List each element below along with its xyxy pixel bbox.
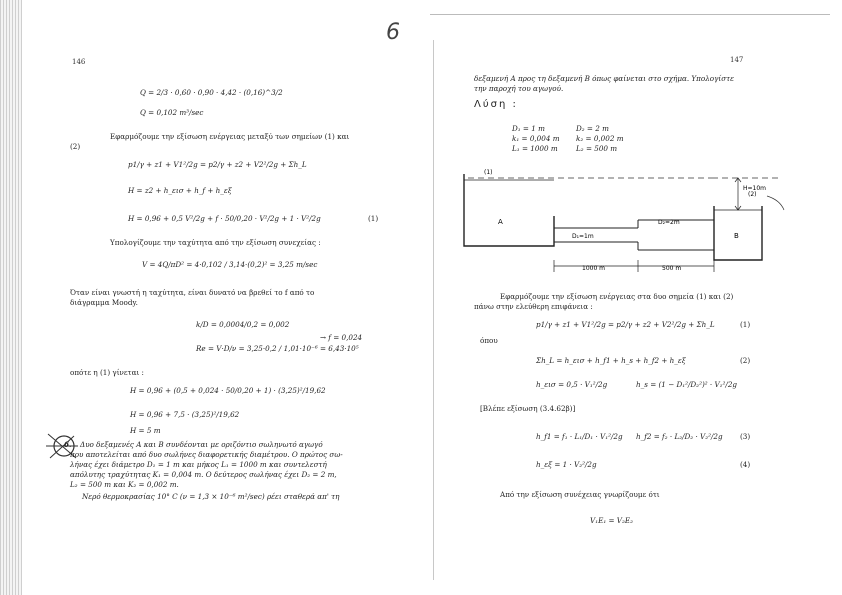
right-page (440, 0, 835, 595)
paragraph-apply-2: πάνω στην ελεύθερη επιφάνεια : (474, 302, 593, 311)
equation-continuity: V₁E₁ = V₂E₂ (590, 516, 633, 525)
figure-label-l2: 500 m (662, 265, 682, 272)
paragraph-then: οπότε η (1) γίνεται : (70, 368, 144, 377)
equation-h3: H = 0,96 + 7,5 · (3,25)²/19,62 (130, 410, 240, 419)
paragraph-energy-2: (2) (70, 142, 81, 151)
equation-h2: H = 0,96 + (0,5 + 0,024 · 50/0,20 + 1) · (3,25)²/19,62 (130, 386, 326, 395)
equation-v: V = 4Q/πD² = 4·0,102 / 3,14·(0,2)² = 3,25 m/sec (142, 260, 318, 269)
problem-line: L₂ = 500 m και K₂ = 0,002 m. (70, 480, 179, 489)
figure-label-tank-a: A (498, 218, 503, 226)
figure-label-d2: D₂=2m (658, 219, 680, 226)
paragraph-energy: Εφαρμόζουμε την εξίσωση ενέργειας μεταξύ των σημείων (1) και (110, 132, 350, 141)
figure-label-point-2: (2) (748, 191, 757, 198)
given-l1: L₁ = 1000 m (512, 144, 558, 153)
paragraph-apply: Εφαρμόζουμε την εξίσωση ενέργειας στα δυο σημεία (1) και (2) (500, 292, 734, 301)
reference: [Βλέπε εξίσωση (3.4.62β)] (480, 404, 576, 413)
problem-line: απόλυτης τραχύτητας K₁ = 0,004 m. Ο δεύτερος σωλήνας έχει D₂ = 2 m, (70, 470, 337, 479)
equation-q-result: Q = 0,102 m³/sec (140, 108, 204, 117)
reservoir-figure (462, 166, 792, 278)
figure-label-point-1: (1) (484, 169, 493, 176)
problem-line: Δυο δεξαμενές Α και Β συνδέονται με οριζόντιο σωληνωτό αγωγό (80, 440, 323, 449)
word-where: όπου (480, 336, 498, 345)
equation-kd: k/D = 0,0004/0,2 = 0,002 (196, 320, 290, 329)
given-d2: D₂ = 2 m (576, 124, 609, 133)
problem-line: Νερό θερμοκρασίας 10° C (ν = 1,3 × 10⁻⁶ m²/sec) ρέει σταθερά απ' τη (82, 492, 340, 501)
equation-h-in: h_εισ = 0,5 · V₁²/2g (536, 380, 608, 389)
equation-bernoulli: p1/γ + z1 + V1²/2g = p2/γ + z2 + V2²/2g + Σh_L (128, 160, 307, 169)
given-k2: k₂ = 0,002 m (576, 134, 624, 143)
equation-f: → f = 0,024 (320, 333, 363, 342)
equation-2-label: (2) (740, 356, 751, 365)
page-number: 147 (730, 56, 744, 64)
page-number: 146 (72, 58, 86, 66)
equation-h: H = z2 + h_εισ + h_f + h_εξ (128, 186, 232, 195)
equation-q: Q = 2/3 · 0,60 · 0,90 · 4,42 · (0,16)^3/2 (140, 88, 283, 97)
figure-label-h: H=10m (743, 185, 767, 192)
paragraph-continuity: Από την εξίσωση συνέχειας γνωρίζουμε ότι (500, 490, 660, 499)
equation-h-out: h_εξ = 1 · V₂²/2g (536, 460, 597, 469)
equation-1: p1/γ + z1 + V1²/2g = p2/γ + z2 + V2²/2g + Σh_L (536, 320, 715, 329)
paragraph-velocity: Υπολογίζουμε την ταχύτητα από την εξίσωση συνεχείας : (110, 238, 321, 247)
given-d1: D₁ = 1 m (512, 124, 545, 133)
equation-hf2: h_f2 = f₂ · L₂/D₂ · V₂²/2g (636, 432, 723, 441)
figure-label-d1: D₁=1m (572, 233, 594, 240)
left-page (30, 0, 430, 595)
equation-1: H = 0,96 + 0,5 V²/2g + f · 50/0,20 · V²/2g + 1 · V²/2g (128, 214, 321, 223)
intro-line: την παροχή του αγωγού. (474, 84, 564, 93)
book-spine (433, 40, 434, 580)
given-l2: L₂ = 500 m (576, 144, 618, 153)
equation-3-label: (3) (740, 432, 751, 441)
given-k1: k₁ = 0,004 m (512, 134, 560, 143)
intro-line: δεξαμενή Α προς τη δεξαμενή Β όπως φαίνεται στο σχήμα. Υπολογίστε (474, 74, 734, 83)
handwritten-mark: 6 (386, 20, 400, 45)
equation-hf1: h_f1 = f₁ · L₁/D₁ · V₁²/2g (536, 432, 623, 441)
problem-line: που αποτελείται από δυο σωλήνες διαφορετικής διαμέτρου. Ο πρώτος σω- (70, 450, 343, 459)
problem-number: 6. (64, 440, 72, 449)
equation-re: Re = V·D/ν = 3,25·0,2 / 1,01·10⁻⁶ = 6,43·10⁵ (196, 344, 359, 353)
figure-label-l1: 1000 m (582, 265, 606, 272)
equation-h4: H = 5 m (130, 426, 161, 435)
equation-1-label: (1) (740, 320, 751, 329)
paragraph-moody-2: διάγραμμα Moody. (70, 298, 138, 307)
equation-4-label: (4) (740, 460, 751, 469)
equation-1-label: (1) (368, 214, 379, 223)
solution-title: Λύση : (474, 99, 518, 110)
problem-line: λήνας έχει διάμετρο D₁ = 1 m και μήκος L₁ = 1000 m και συντελεστή (70, 460, 327, 469)
equation-h-s: h_s = (1 − D₁²/D₂²)² · V₁²/2g (636, 380, 738, 389)
scan-edge (0, 0, 22, 595)
paragraph-moody: Όταν είναι γνωστή η ταχύτητα, είναι δυνατό να βρεθεί το f από το (70, 288, 315, 297)
equation-2: Σh_L = h_εισ + h_f1 + h_s + h_f2 + h_εξ (536, 356, 686, 365)
figure-label-tank-b: B (734, 232, 739, 240)
